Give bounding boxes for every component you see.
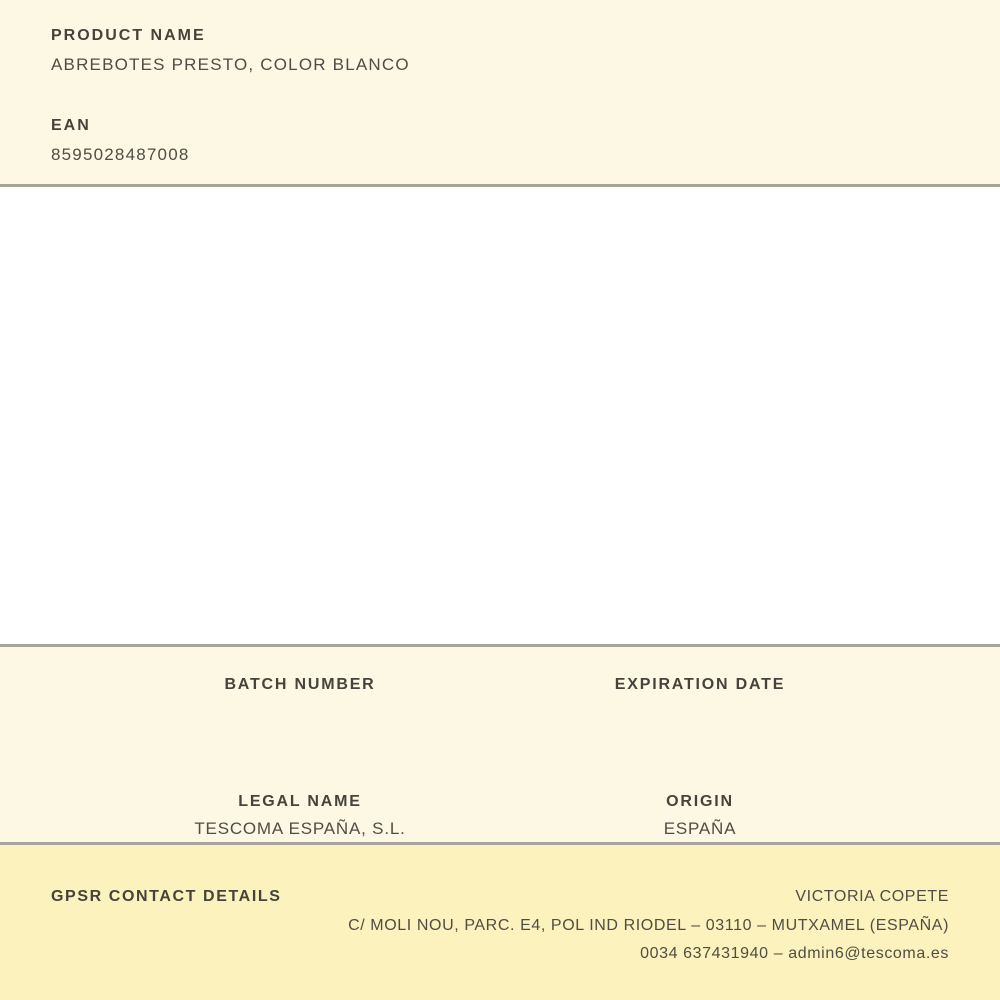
ean-field bbox=[51, 118, 949, 163]
product-info-section bbox=[0, 0, 1000, 187]
gpsr-contact-phone-email: 0034 637431940 – admin6@tescoma.es bbox=[640, 945, 949, 962]
legal-name-label: LEGAL NAME bbox=[238, 793, 362, 810]
product-name-value: ABREBOTES PRESTO, COLOR BLANCO bbox=[51, 55, 410, 74]
gpsr-contact-section bbox=[0, 845, 1000, 1000]
origin-field bbox=[500, 793, 900, 838]
expiration-date-label: EXPIRATION DATE bbox=[614, 676, 786, 693]
gpsr-contact-address: C/ MOLI NOU, PARC. E4, POL IND RIODEL – 03110 – MUTXAMEL (ESPAÑA) bbox=[348, 916, 949, 934]
batch-number-value bbox=[100, 703, 500, 721]
gpsr-contact-lines bbox=[348, 883, 949, 969]
legal-name-field bbox=[100, 793, 500, 838]
legal-name-value: TESCOMA ESPAÑA, S.L. bbox=[194, 819, 406, 838]
batch-number-field bbox=[100, 676, 500, 721]
ean-value: 8595028487008 bbox=[51, 145, 190, 164]
origin-label: ORIGIN bbox=[666, 793, 734, 810]
product-image-area bbox=[0, 187, 1000, 647]
details-grid bbox=[100, 676, 900, 838]
origin-value: ESPAÑA bbox=[663, 819, 737, 838]
product-name-label: PRODUCT NAME bbox=[51, 27, 206, 44]
ean-label: EAN bbox=[51, 117, 91, 134]
expiration-date-value bbox=[500, 703, 900, 721]
gpsr-contact-name: VICTORIA COPETE bbox=[795, 888, 949, 905]
gpsr-contact-heading: GPSR CONTACT DETAILS bbox=[51, 888, 282, 905]
batch-number-label: BATCH NUMBER bbox=[224, 676, 376, 693]
details-section bbox=[0, 647, 1000, 845]
expiration-date-field bbox=[500, 676, 900, 721]
product-name-field bbox=[51, 28, 949, 73]
